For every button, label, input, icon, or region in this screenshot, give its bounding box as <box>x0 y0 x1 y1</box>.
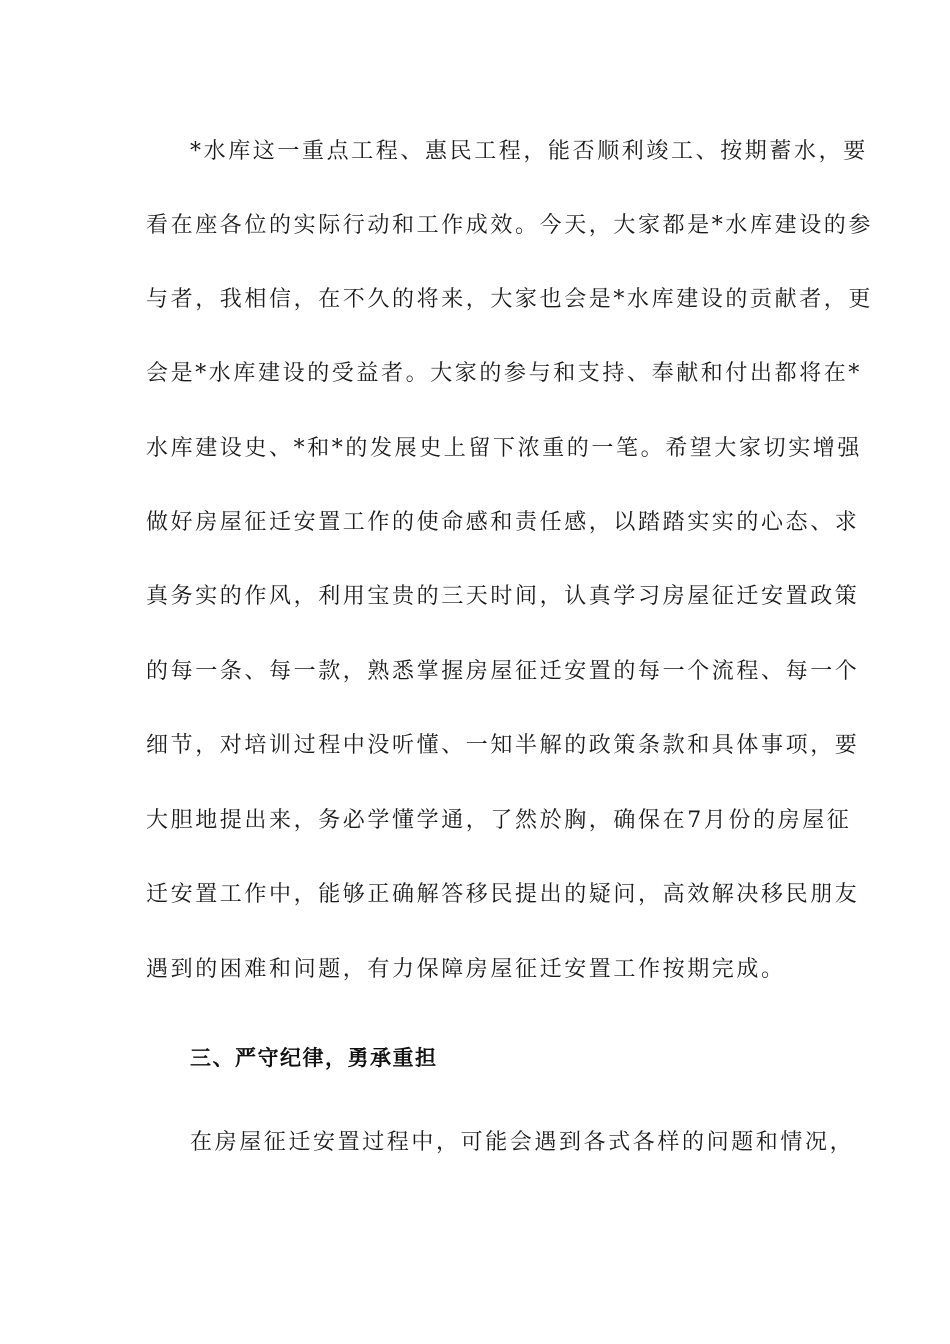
paragraph-1-line-3: 与者，我相信，在不久的将来，大家也会是*水库建设的贡献者，更 <box>146 287 874 312</box>
paragraph-2-line-1: 在房屋征迁安置过程中，可能会遇到各式各样的问题和情况， <box>190 1130 855 1155</box>
paragraph-1-line-2: 看在座各位的实际行动和工作成效。今天，大家都是*水库建设的参 <box>146 213 874 238</box>
paragraph-1-line-5: 水库建设史、*和*的发展史上留下浓重的一笔。希望大家切实增强 <box>146 436 863 461</box>
paragraph-1-line-12: 遇到的困难和问题，有力保障房屋征迁安置工作按期完成。 <box>146 957 786 982</box>
paragraph-1-line-8: 的每一条、每一款，熟悉掌握房屋征迁安置的每一个流程、每一个 <box>146 659 860 684</box>
paragraph-1-line-11: 迁安置工作中，能够正确解答移民提出的疑问，高效解决移民朋友 <box>146 882 860 907</box>
paragraph-1-line-4: 会是*水库建设的受益者。大家的参与和支持、奉献和付出都将在* <box>146 361 863 386</box>
paragraph-1-line-6: 做好房屋征迁安置工作的使命感和责任感，以踏踏实实的心态、求 <box>146 510 860 535</box>
paragraph-1-line-7: 真务实的作风，利用宝贵的三天时间，认真学习房屋征迁安置政策 <box>146 584 860 609</box>
paragraph-1-line-10: 大胆地提出来，务必学懂学通，了然於胸，确保在7月份的房屋征 <box>146 808 852 833</box>
paragraph-1-line-9: 细节，对培训过程中没听懂、一知半解的政策条款和具体事项，要 <box>146 733 860 758</box>
section-heading: 三、严守纪律，勇承重担 <box>190 1046 438 1070</box>
paragraph-1-line-1: *水库这一重点工程、惠民工程，能否顺利竣工、按期蓄水，要 <box>190 139 868 164</box>
